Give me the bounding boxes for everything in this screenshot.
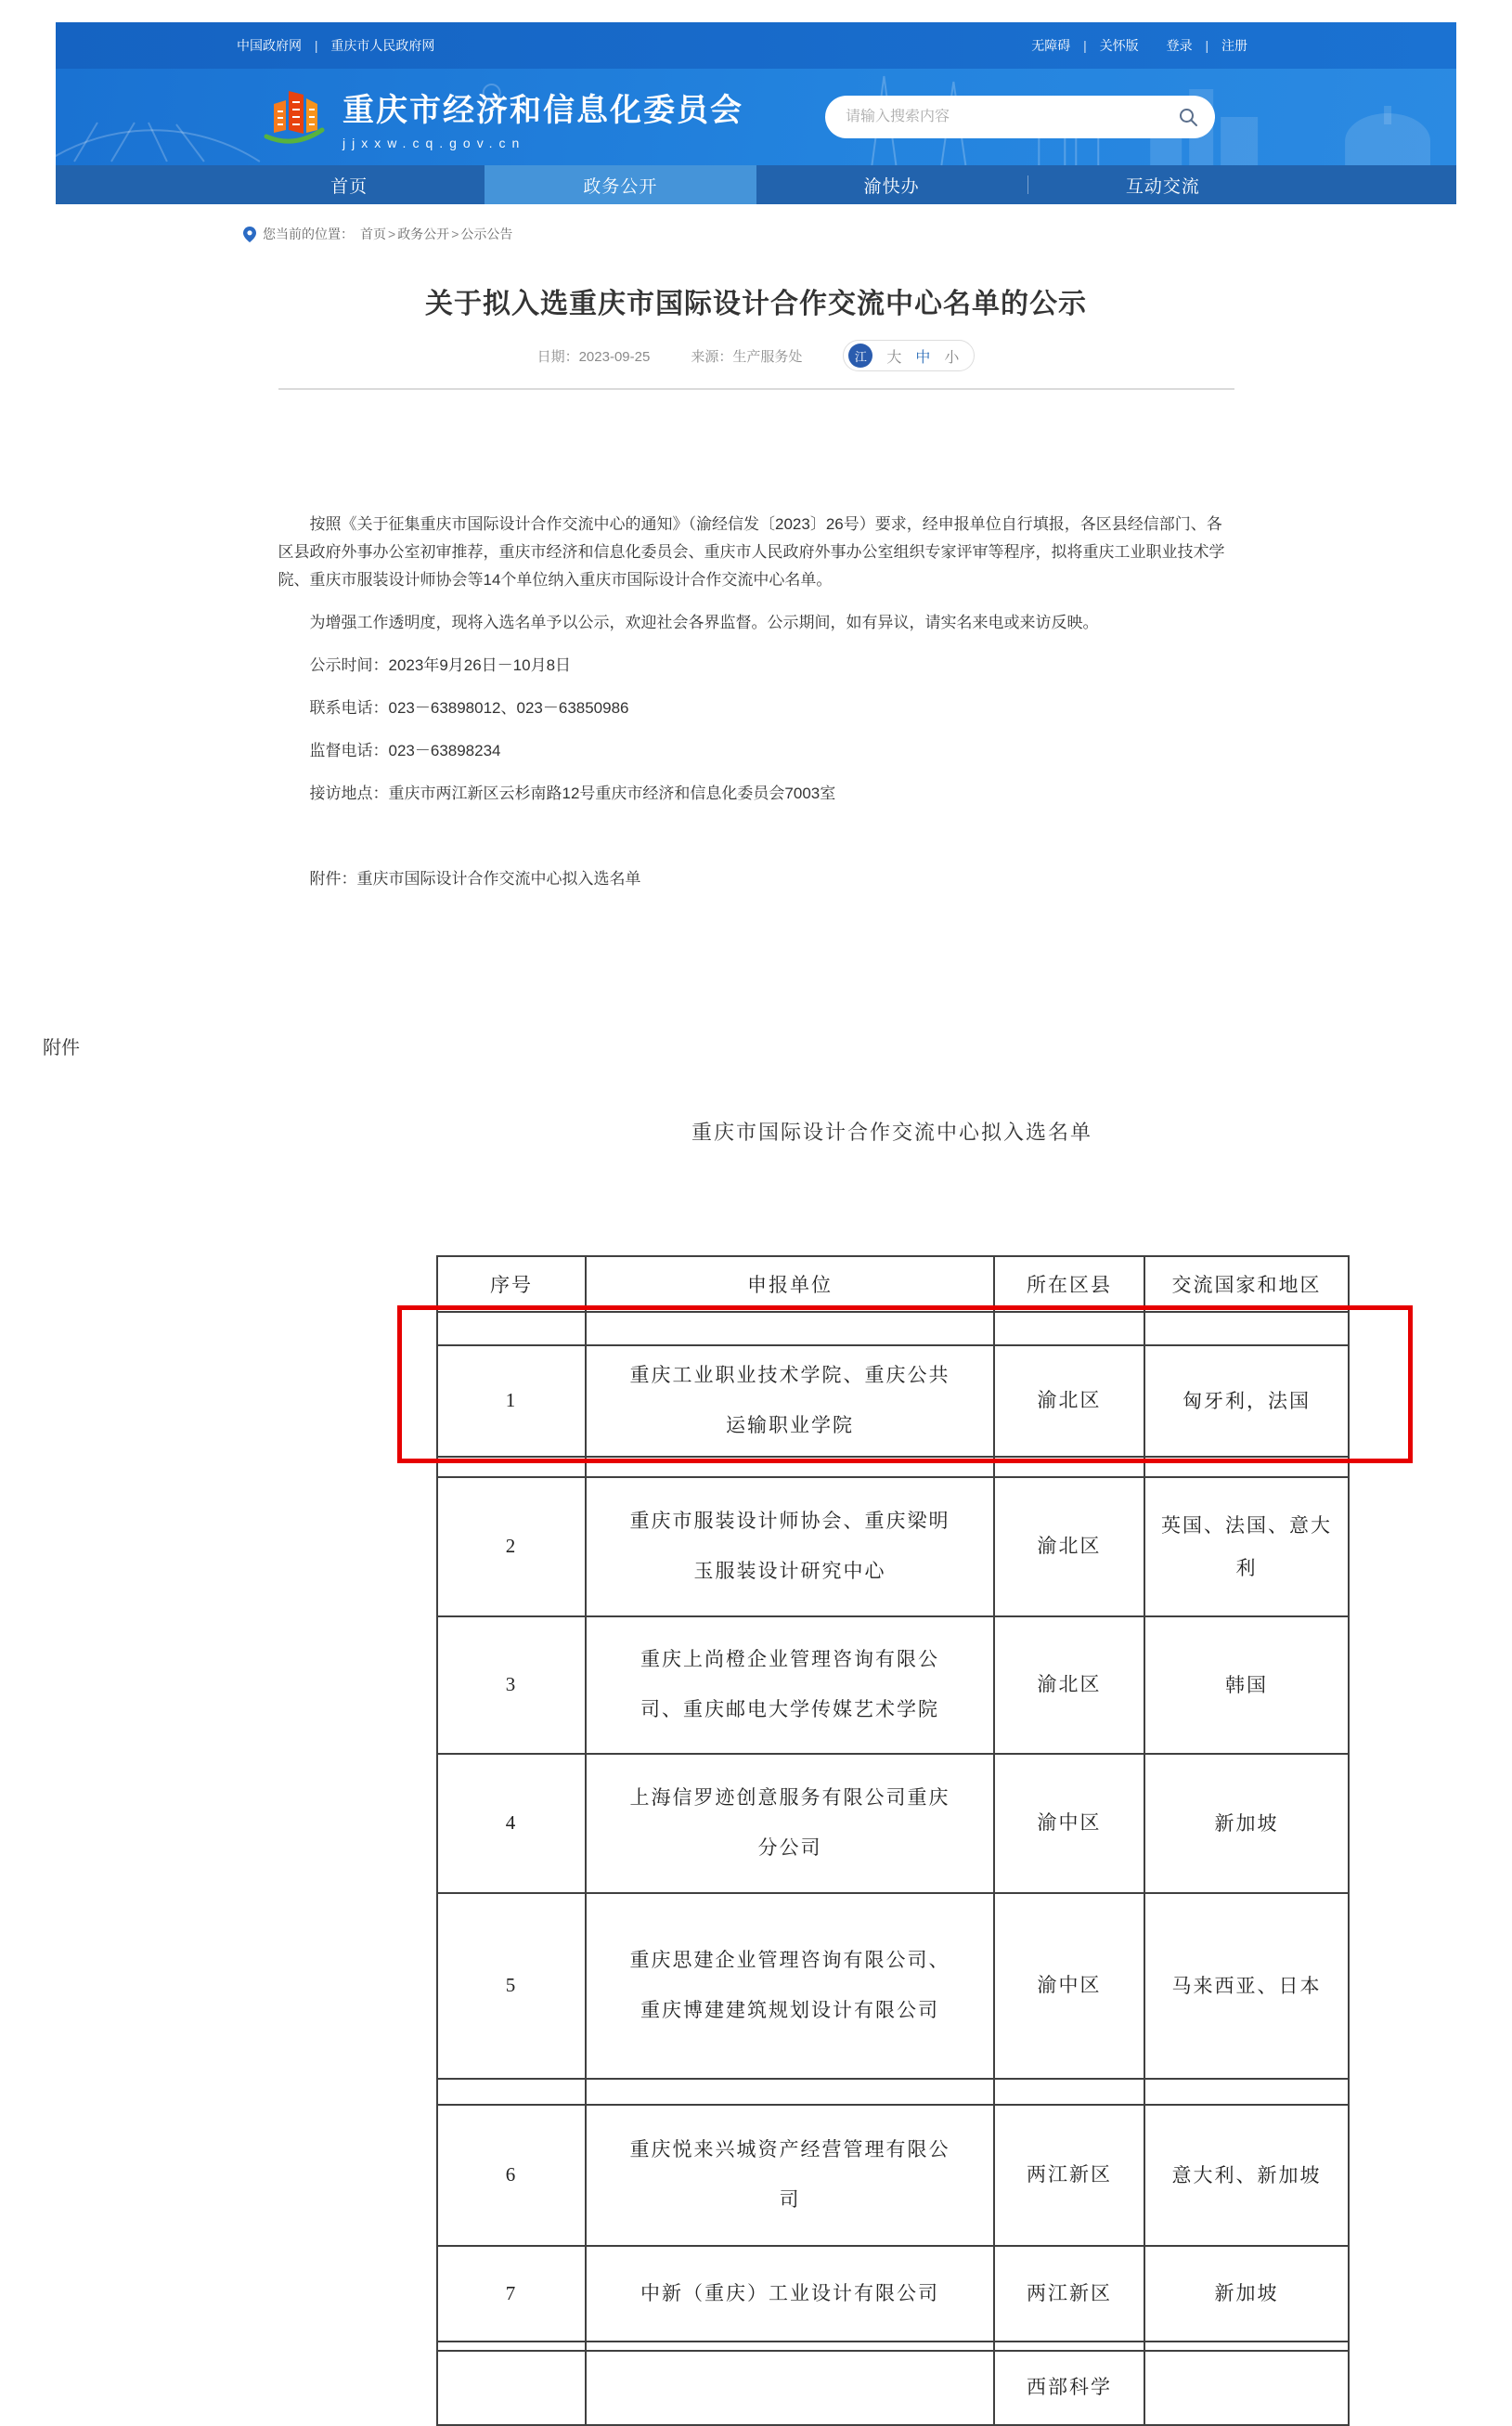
breadcrumb: [243, 225, 1512, 243]
table-spacer-cell: [586, 1312, 994, 1345]
attachment-section: [436, 1117, 1348, 2426]
breadcrumb-item[interactable]: 首页: [360, 227, 386, 241]
cell-no: 7: [437, 2246, 586, 2342]
reader-icon[interactable]: 江: [848, 344, 872, 368]
cell-unit: 重庆工业职业技术学院、重庆公共运输职业学院: [586, 1345, 994, 1457]
table-spacer-row: [437, 2079, 1349, 2105]
cell-district: 渝中区: [994, 1754, 1144, 1893]
article-paragraph: 为增强工作透明度，现将入选名单予以公示，欢迎社会各界监督。公示期间，如有异议，请实名来电或来访反映。: [309, 614, 1099, 631]
breadcrumb-separator: >: [388, 227, 396, 241]
article-meta: [278, 340, 1234, 371]
care-version-link[interactable]: 关怀版: [1099, 38, 1139, 53]
article: [278, 280, 1234, 893]
table-row: [437, 1616, 1349, 1754]
page-top-margin: [0, 0, 1512, 22]
table-header-cell: 申报单位: [586, 1256, 994, 1312]
nav-item[interactable]: 互动交流: [1027, 165, 1299, 204]
site-name-block: [342, 84, 743, 150]
article-paragraph: 监督电话：023－63898234: [309, 742, 501, 759]
article-date: 日期：2023-09-25: [536, 348, 651, 365]
site-brand: [261, 84, 743, 150]
table-header-row: [437, 1256, 1349, 1312]
site-domain: jjxxw.cq.gov.cn: [342, 135, 526, 150]
table-row: [437, 1893, 1349, 2079]
article-source: 来源：生产服务处: [691, 348, 803, 365]
table-spacer-cell: [586, 1457, 994, 1477]
cell-no: 3: [437, 1616, 586, 1754]
table-row: [437, 1345, 1349, 1457]
cell-district: 渝北区: [994, 1616, 1144, 1754]
topbar-left: [237, 36, 434, 55]
cell-no: 1: [437, 1345, 586, 1457]
table-spacer-cell: [437, 2342, 586, 2351]
table-body: [437, 1312, 1349, 2425]
cell-district: 两江新区: [994, 2105, 1144, 2246]
table-spacer-cell: [586, 2342, 994, 2351]
cell-unit: 中新（重庆）工业设计有限公司: [586, 2246, 994, 2342]
cell-countries: 韩国: [1144, 1616, 1349, 1754]
table-spacer-cell: [1144, 1312, 1349, 1345]
article-paragraph: 公示时间：2023年9月26日－10月8日: [309, 656, 572, 674]
breadcrumb-separator: >: [451, 227, 459, 241]
font-size-widget: [843, 340, 975, 371]
site-title: 重庆市经济和信息化委员会: [342, 92, 743, 128]
cell-countries: 匈牙利，法国: [1144, 1345, 1349, 1457]
topbar-separator: |: [1083, 38, 1087, 53]
cell-unit: 重庆思建企业管理咨询有限公司、重庆博建建筑规划设计有限公司: [586, 1893, 994, 2079]
attachment-label: 附件: [43, 1038, 80, 1058]
site-logo-icon: [261, 84, 328, 150]
article-divider: [278, 388, 1234, 390]
topbar-link-cq-gov[interactable]: 重庆市人民政府网: [330, 38, 435, 53]
breadcrumb-items: [360, 225, 512, 243]
article-paragraph: 联系电话：023－63898012、023－63850986: [309, 699, 629, 717]
breadcrumb-prefix: 您当前的位置：: [263, 227, 354, 241]
table-spacer-cell: [994, 2079, 1144, 2105]
table-spacer-row: [437, 1312, 1349, 1345]
attachment-table: [436, 1255, 1350, 2426]
cell-no: 4: [437, 1754, 586, 1893]
table-spacer-cell: [437, 1312, 586, 1345]
table-spacer-cell: [437, 1457, 586, 1477]
topbar-right: [1031, 36, 1247, 55]
table-spacer-cell: [1144, 2342, 1349, 2351]
article-title: 关于拟入选重庆市国际设计合作交流中心名单的公示: [425, 289, 1087, 319]
cell-district: 西部科学: [994, 2351, 1144, 2425]
cell-countries: 新加坡: [1144, 2246, 1349, 2342]
table-spacer-row: [437, 2342, 1349, 2351]
location-pin-icon: [243, 227, 256, 242]
font-size-option[interactable]: 小: [944, 349, 960, 366]
cell-unit: [586, 2351, 994, 2425]
cell-unit: 上海信罗迹创意服务有限公司重庆分公司: [586, 1754, 994, 1893]
banner: [56, 69, 1456, 165]
cell-no: 5: [437, 1893, 586, 2079]
main-nav: [56, 165, 1456, 204]
cell-countries: 新加坡: [1144, 1754, 1349, 1893]
cell-countries: 意大利、新加坡: [1144, 2105, 1349, 2246]
article-paragraph: 按照《关于征集重庆市国际设计合作交流中心的通知》（渝经信发〔2023〕26号）要求，经申报单位自行填报，各区县经信部门、各区县政府外事办公室初审推荐，重庆市经济和信息化委员会、重庆市人民政府外事办公室组织专家评审等程序，拟将重庆工业职业技术学院、重庆市服装设计师协会等14个单位纳入重庆市国际设计合作交流中心名单。: [278, 515, 1225, 589]
table-row: [437, 1477, 1349, 1616]
cell-no: 6: [437, 2105, 586, 2246]
cell-district: 渝北区: [994, 1345, 1144, 1457]
attachment-table-wrap: [436, 1255, 1348, 2426]
accessibility-link[interactable]: 无障碍: [1031, 38, 1071, 53]
breadcrumb-item[interactable]: 政务公开: [397, 227, 450, 241]
table-header-cell: 交流国家和地区: [1144, 1256, 1349, 1312]
cell-unit: 重庆上尚橙企业管理咨询有限公司、重庆邮电大学传媒艺术学院: [586, 1616, 994, 1754]
cell-district: 两江新区: [994, 2246, 1144, 2342]
topbar-separator: |: [314, 38, 318, 53]
cell-district: 渝北区: [994, 1477, 1144, 1616]
cell-countries: 英国、法国、意大利: [1144, 1477, 1349, 1616]
table-spacer-row: [437, 1457, 1349, 1477]
breadcrumb-item[interactable]: 公示公告: [460, 227, 513, 241]
font-size-option[interactable]: 中: [915, 349, 931, 366]
table-spacer-cell: [586, 2079, 994, 2105]
search-icon[interactable]: [1178, 107, 1198, 127]
font-size-option[interactable]: 大: [886, 349, 902, 366]
register-link[interactable]: 注册: [1221, 38, 1247, 53]
cell-countries: [1144, 2351, 1349, 2425]
search-box: [825, 96, 1215, 138]
table-header-cell: 所在区县: [994, 1256, 1144, 1312]
table-spacer-cell: [1144, 1457, 1349, 1477]
attachment-table-title: 重庆市国际设计合作交流中心拟入选名单: [691, 1121, 1092, 1144]
login-link[interactable]: 登录: [1166, 38, 1193, 53]
cell-no: 2: [437, 1477, 586, 1616]
topbar-link-china-gov[interactable]: 中国政府网: [237, 38, 302, 53]
search-input[interactable]: [846, 109, 1178, 125]
nav-item[interactable]: 政务公开: [485, 165, 756, 204]
nav-item[interactable]: 首页: [330, 176, 368, 197]
table-row: [437, 1754, 1349, 1893]
cell-countries: 马来西亚、日本: [1144, 1893, 1349, 2079]
topbar: [56, 22, 1456, 69]
table-header-cell: 序号: [437, 1256, 586, 1312]
topbar-separator: |: [1205, 38, 1209, 53]
article-paragraph: 接访地点：重庆市两江新区云杉南路12号重庆市经济和信息化委员会7003室: [309, 785, 836, 802]
cell-unit: 重庆市服装设计师协会、重庆梁明玉服装设计研究中心: [586, 1477, 994, 1616]
article-body: [278, 511, 1234, 893]
table-row: [437, 2246, 1349, 2342]
table-spacer-cell: [994, 1312, 1144, 1345]
table-spacer-cell: [1144, 2079, 1349, 2105]
table-row: [437, 2105, 1349, 2246]
table-spacer-cell: [437, 2079, 586, 2105]
cell-district: 渝中区: [994, 1893, 1144, 2079]
table-spacer-cell: [994, 1457, 1144, 1477]
article-paragraph: 附件：重庆市国际设计合作交流中心拟入选名单: [309, 870, 641, 888]
cell-no: [437, 2351, 586, 2425]
table-spacer-cell: [994, 2342, 1144, 2351]
site-header: [56, 22, 1456, 204]
nav-item[interactable]: 渝快办: [863, 176, 920, 197]
cell-unit: 重庆悦来兴城资产经营管理有限公司: [586, 2105, 994, 2246]
table-row: [437, 2351, 1349, 2425]
